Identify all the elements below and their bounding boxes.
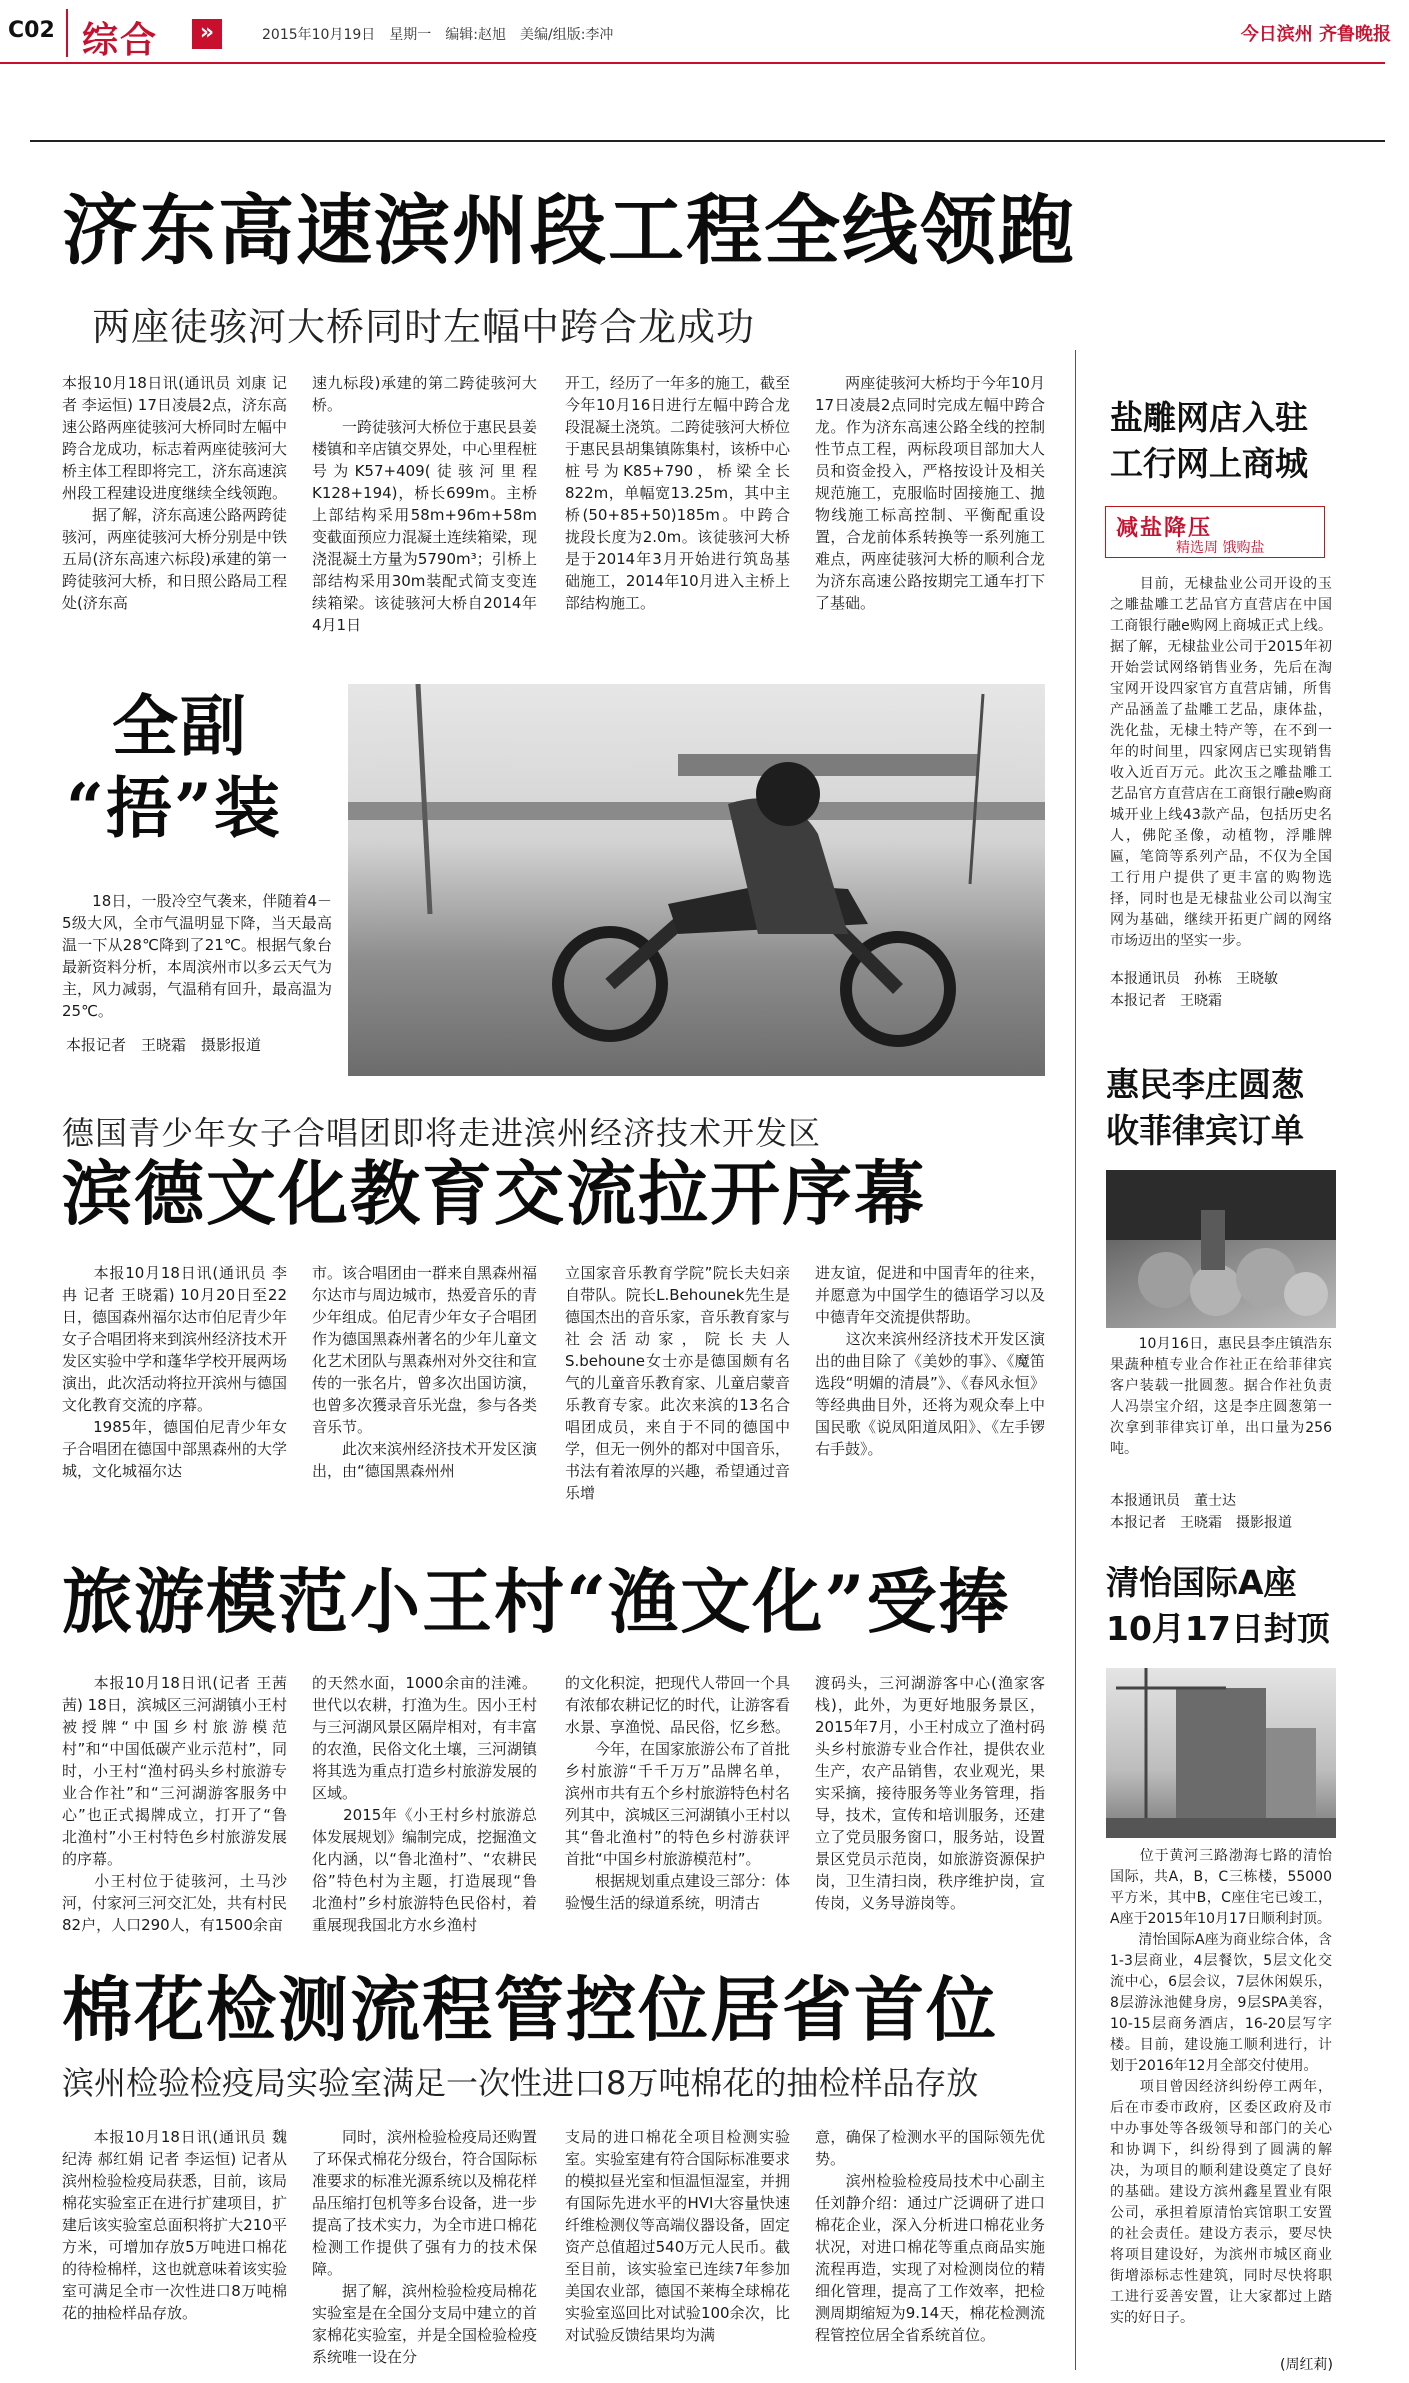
story2-col-4: 进友谊，促进和中国青年的往来，并愿意为中国学生的德语学习以及中德青年交流提供帮助。 这次来滨州经济技术开发区演出的曲目除了《美妙的事》、《魔笛选段“明媚的清晨”》、《春风永恒》等经典曲目外，还将为观众奉上中国民歌《说凤阳道凤阳》、《左手锣右手鼓》。	[815, 1264, 1045, 1458]
story2-col-2: 市。该合唱团由一群来自黑森州福尔达市与周边城市，热爱音乐的青少年组成。伯尼青少年女子合唱团作为德国黑森州著名的少年儿童文化艺术团队与黑森州对外交往和宣传的一张名片，曾多次出国访演，也曾多次獲录音乐光盘，参与各类音乐节。 此次来滨州经济技术开发区演出，由“德国黑森州州	[312, 1264, 537, 1480]
story2-headline: 滨德文化教育交流拉开序幕	[62, 1152, 926, 1235]
lead-headline: 济东高速滨州段工程全线领跑	[62, 186, 1076, 275]
side1-headline	[1110, 395, 1308, 487]
story2-col-1: 本报10月18日讯(通讯员 李冉 记者 王晓霜) 10月20日至22日，德国森州福尔达市伯尼青少年女子合唱团将来到滨州经济技术开发区实验中学和蓬华学校开展两场演出，此次活动将拉开滨州与德国文化教育交流的序幕。 1985年，德国伯尼青少年女子合唱团在德国中部黑森州的大学城，文化城福尔达	[62, 1264, 287, 1480]
motorcycle-photo	[348, 684, 1045, 1076]
banner-main: 减盐降压	[1116, 516, 1213, 541]
lead-subhead: 两座徒骇河大桥同时左幅中跨合龙成功	[92, 305, 756, 349]
side2-headline	[1106, 1062, 1304, 1154]
lead-col-3: 开工，经历了一年多的施工，截至今年10月16日进行左幅中跨合龙段混凝土浇筑。二跨徒骇河大桥位于惠民县胡集镇陈集村，该桥中心桩号为K85+790，桥梁全长822m，单幅宽13.25m，其中主桥(50+85+50)185m。中跨合拢段长度为2.0m。该徒骇河大桥是于2014年3月开始进行筑岛基础施工，2014年10月进入主桥上部结构施工。	[565, 374, 790, 612]
banner-sub: 精选周 饿购盐	[1176, 540, 1265, 556]
story3-headline: 旅游模范小王村“渔文化”受捧	[62, 1560, 1011, 1643]
side3-headline-line2: 10月17日封顶	[1106, 1609, 1330, 1648]
side1-credit-1: 本报通讯员 孙栋 王晓敏	[1110, 971, 1278, 987]
side1-body: 目前，无棣盐业公司开设的玉之雕盐雕工艺品官方直营店在中国工商银行融e购网上商城正式上线。据了解，无棣盐业公司于2015年初开始尝试网络销售业务，先后在淘宝网开设四家官方直营店铺，所售产品涵盖了盐雕工艺品，康体盐，洗化盐，无棣土特产等，在不到一年的时间里，四家网店已实现销售收入近百万元。此次玉之雕盐雕工艺品官方直营店在工商银行融e购商城开业上线43款产品，包括历史名人，佛陀圣像，动植物，浮雕牌匾，笔筒等系列产品，不仅为全国工行用户提供了更丰富的购物选择，同时也是无棣盐业公司以淘宝网为基础，继续开拓更广阔的网络市场迈出的坚实一步。	[1110, 576, 1332, 949]
weather-body: 18日，一股冷空气袭来，伴随着4－5级大风，全市气温明显下降，当天最高温一下从28℃降到了21℃。根据气象台最新资料分析，本周滨州市以多云天气为主，风力减弱，气温稍有回升，最高温为25℃。	[62, 892, 332, 1020]
lead-col-2: 速九标段)承建的第二跨徒骇河大桥。 一跨徒骇河大桥位于惠民县姜楼镇和辛店镇交界处，中心里程桩号为K57+409(徒骇河里程K128+194)，桥长699m。主桥上部结构采用58m+96m+58m变截面预应力混凝土连续箱梁，现浇混凝土方量为5790m³；引桥上部结构采用30m装配式简支变连续箱梁。该徒骇河大桥自2014年4月1日	[312, 374, 537, 634]
side1-credit-2: 本报记者 王晓霜	[1110, 993, 1222, 1009]
side1-headline-line1: 盐雕网店入驻	[1110, 398, 1308, 437]
story2-col-3: 立国家音乐教育学院”院长夫妇亲自带队。院长L.Behounek先生是德国杰出的音乐家，音乐教育家与社会活动家，院长夫人S.behoune女士亦是德国颇有名气的儿童音乐教育家、儿童启蒙音乐教育专家。此次来滨的13名合唱团成员，来自于不同的德国中学，但无一例外的都对中国音乐，书法有着浓厚的兴趣，希望通过音乐增	[565, 1264, 790, 1502]
building-illustration	[1106, 1668, 1336, 1838]
story4-headline: 棉花检测流程管控位居省首位	[62, 1968, 998, 2051]
story3-col-4: 渡码头，三河湖游客中心(渔家客栈)，此外，为更好地服务景区，2015年7月，小王村成立了渔村码头乡村旅游专业合作社，提供农业生产，农产品销售，农业观光，果实采摘，接待服务等业务管理，指导，技术，宣传和培训服务，还建立了党员服务窗口，服务站，设置景区党员示范岗，如旅游资源保护岗，卫生清扫岗，秩序维护岗，宣传岗，义务导游岗等。	[815, 1674, 1045, 1912]
weather-headline-2: “捂”装	[66, 769, 282, 847]
story4-col-3: 支局的进口棉花全项目检测实验室。实验室建有符合国际标准要求的模拟昼光室和恒温恒湿室，并拥有国际先进水平的HVI大容量快速纤维检测仪等高端仪器设备，固定资产总值超过540万元人民币。截至目前，该实验室已连续7年参加美国农业部，德国不莱梅全球棉花实验室巡回比对试验100余次，比对试验反馈结果均为满	[565, 2128, 790, 2344]
masthead	[0, 0, 1409, 70]
weather-credit: 本报记者 王晓霜 摄影报道	[66, 1036, 262, 1054]
story4-col-2: 同时，滨州检验检疫局还购置了环保式棉花分级台，符合国际标准要求的标准光源系统以及棉花样品压缩打包机等多台设备，进一步提高了技术实力，为全市进口棉花检测工作提供了强有力的技术保障。 据了解，滨州检验检疫局棉花实验室是在全国分支局中建立的首家棉花实验室，并是全国检验检疫系统唯一设在分	[312, 2128, 537, 2366]
lead-col-4: 两座徒骇河大桥均于今年10月17日凌晨2点同时完成左幅中跨合龙。作为济东高速公路全线的控制性节点工程，两标段项目部加大人员和资金投入，严格按设计及相关规范施工，克服临时固接施工、拋物线施工标高控制、平衡配重设置，合龙前体系转换等一系列施工难点，两座徒骇河大桥的顺利合龙为济东高速公路按期完工通车打下了基础。	[815, 374, 1045, 612]
onion-photo	[1106, 1170, 1336, 1328]
sidebar-divider	[1075, 350, 1076, 2370]
story3-col-2: 的天然水面，1000余亩的洼滩。世代以农耕，打渔为生。因小王村与三河湖风景区隔岸相对，有丰富的农渔，民俗文化土壤，三河湖镇将其选为重点打造乡村旅游发展的区域。 2015年《小王村乡村旅游总体发展规划》编制完成，挖掘渔文化内涵，以“鲁北渔村”、“农耕民俗”特色村为主题，打造展现“鲁北渔村”乡村旅游特色民俗村，着重展现我国北方水乡渔村	[312, 1674, 537, 1934]
side2-headline-line1: 惠民李庄圆葱	[1106, 1065, 1304, 1104]
story3-col-3: 的文化积淀，把现代人带回一个具有浓郁农耕记忆的时代，让游客看水景、享渔悦、品民俗，忆乡愁。 今年，在国家旅游公布了首批乡村旅游“千千万万”品牌名单，滨州市共有五个乡村旅游特色村名列其中，滨城区三河湖镇小王村以其“鲁北渔村”的特色乡村游获评首批“中国乡村旅游模范村”。 根据规划重点建设三部分：体验慢生活的绿道系统，明清古	[565, 1674, 790, 1912]
side3-body: 位于黄河三路渤海七路的清怡国际，共A，B，C三栋楼，55000平方米，其中B，C座住宅已竣工，A座于2015年10月17日顺利封顶。 清怡国际A座为商业综合体，含1-3层商业，4层餐饮，5层文化交流中心，6层会议，7层休闲娱乐，8层游泳池健身房，9层SPA美容，10-15层商务酒店，16-20层写字楼。目前，建设施工顺利进行，计划于2016年12月全部交付使用。 项目曾因经济纠纷停工两年，后在市委市政府，区委区政府及市中办事处等各级领导和部门的关心和协调下，纠纷得到了圆满的解决，为项目的顺利建设奠定了良好的基础。建设方滨州鑫星置业有限公司，承担着原清怡宾馆职工安置的社会责任。建设方表示，要尽快将项目建设好，为滨州市城区商业街增添标志性建筑，同时尽快将职工进行妥善安置，让大家都过上踏实的好日子。	[1110, 1848, 1332, 2326]
side2-credit-1: 本报通讯员 董士达	[1110, 1493, 1236, 1509]
page-number: C02	[8, 18, 55, 43]
side1-headline-line2: 工行网上商城	[1110, 444, 1308, 483]
double-chevron-icon: »	[192, 19, 222, 49]
issue-meta: 2015年10月19日 星期一 编辑:赵旭 美编/组版:李冲	[262, 27, 614, 43]
section-tag	[66, 9, 262, 61]
building-photo	[1106, 1668, 1336, 1838]
story4-subhead: 滨州检验检疫局实验室满足一次性进口8万吨棉花的抽检样品存放	[62, 2064, 979, 2102]
story4-col-4: 意，确保了检测水平的国际领先优势。 滨州检验检疫局技术中心副主任刘静介绍：通过广泛调研了进口棉花企业，深入分析进口棉花业务状况，对进口棉花等重点商品实施流程再造，实现了对检测岗位的精细化管理，提高了工作效率，把检测周期缩短为9.14天，棉花检测流程管控位居全省系统首位。	[815, 2128, 1045, 2344]
story2-kicker: 德国青少年女子合唱团即将走进滨州经济技术开发区	[62, 1114, 822, 1152]
side3-headline-line1: 清怡国际A座	[1106, 1563, 1297, 1602]
side2-credit-2: 本报记者 王晓霜 摄影报道	[1110, 1515, 1292, 1531]
motorcycle-illustration	[348, 684, 1045, 1076]
story4-col-1: 本报10月18日讯(通讯员 魏纪涛 郝红娟 记者 李运恒) 记者从滨州检验检疫局获悉，目前，该局棉花实验室正在进行扩建项目，扩建后该实验室总面积将扩大210平方米，可增加存放5万吨进口棉花的待检棉样，这也就意味着该实验室可满足全市一次性进口8万吨棉花的抽检样品存放。	[62, 2128, 287, 2322]
story3-col-1: 本报10月18日讯(记者 王茜茜) 18日，滨城区三河湖镇小王村被授牌“中国乡村旅游模范村”和“中国低碳产业示范村”，同时，小王村“渔村码头乡村旅游专业合作社”和“三河湖游客服务中心”也正式揭牌成立，打开了“鲁北渔村”小王村特色乡村旅游发展的序幕。 小王村位于徒骇河，土马沙河，付家河三河交汇处，共有村民82户，人口290人，有1500余亩	[62, 1674, 287, 1934]
lead-col-1: 本报10月18日讯(通讯员 刘康 记者 李运恒) 17日凌晨2点，济东高速公路两座徒骇河大桥同时左幅中跨合龙成功，标志着两座徒骇河大桥主体工程即将完工，济东高速滨州段工程建设进度继续全线领跑。 据了解，济东高速公路两跨徒骇河，两座徒骇河大桥分别是中铁五局(济东高速六标段)承建的第一跨徒骇河大桥，和日照公路局工程处(济东高	[62, 374, 287, 612]
newspaper-name: 今日滨州 齐鲁晚报	[1240, 24, 1391, 45]
side3-credit: (周红莉)	[1280, 2357, 1333, 2373]
section-rule	[30, 140, 1385, 142]
onion-loading-illustration	[1106, 1170, 1336, 1328]
salt-promo-banner	[1105, 506, 1325, 558]
side2-body: 10月16日，惠民县李庄镇浩东果蔬种植专业合作社正在给菲律宾客户装载一批圆葱。据合作社负责人冯崇宝介绍，这是李庄圆葱第一次拿到菲律宾订单，出口量为256吨。	[1110, 1336, 1332, 1457]
section-label: 综合	[82, 20, 159, 61]
weather-headline-1: 全副	[112, 687, 248, 765]
masthead-rule	[0, 62, 1385, 64]
side3-headline	[1106, 1560, 1330, 1652]
side2-headline-line2: 收菲律宾订单	[1106, 1111, 1304, 1150]
